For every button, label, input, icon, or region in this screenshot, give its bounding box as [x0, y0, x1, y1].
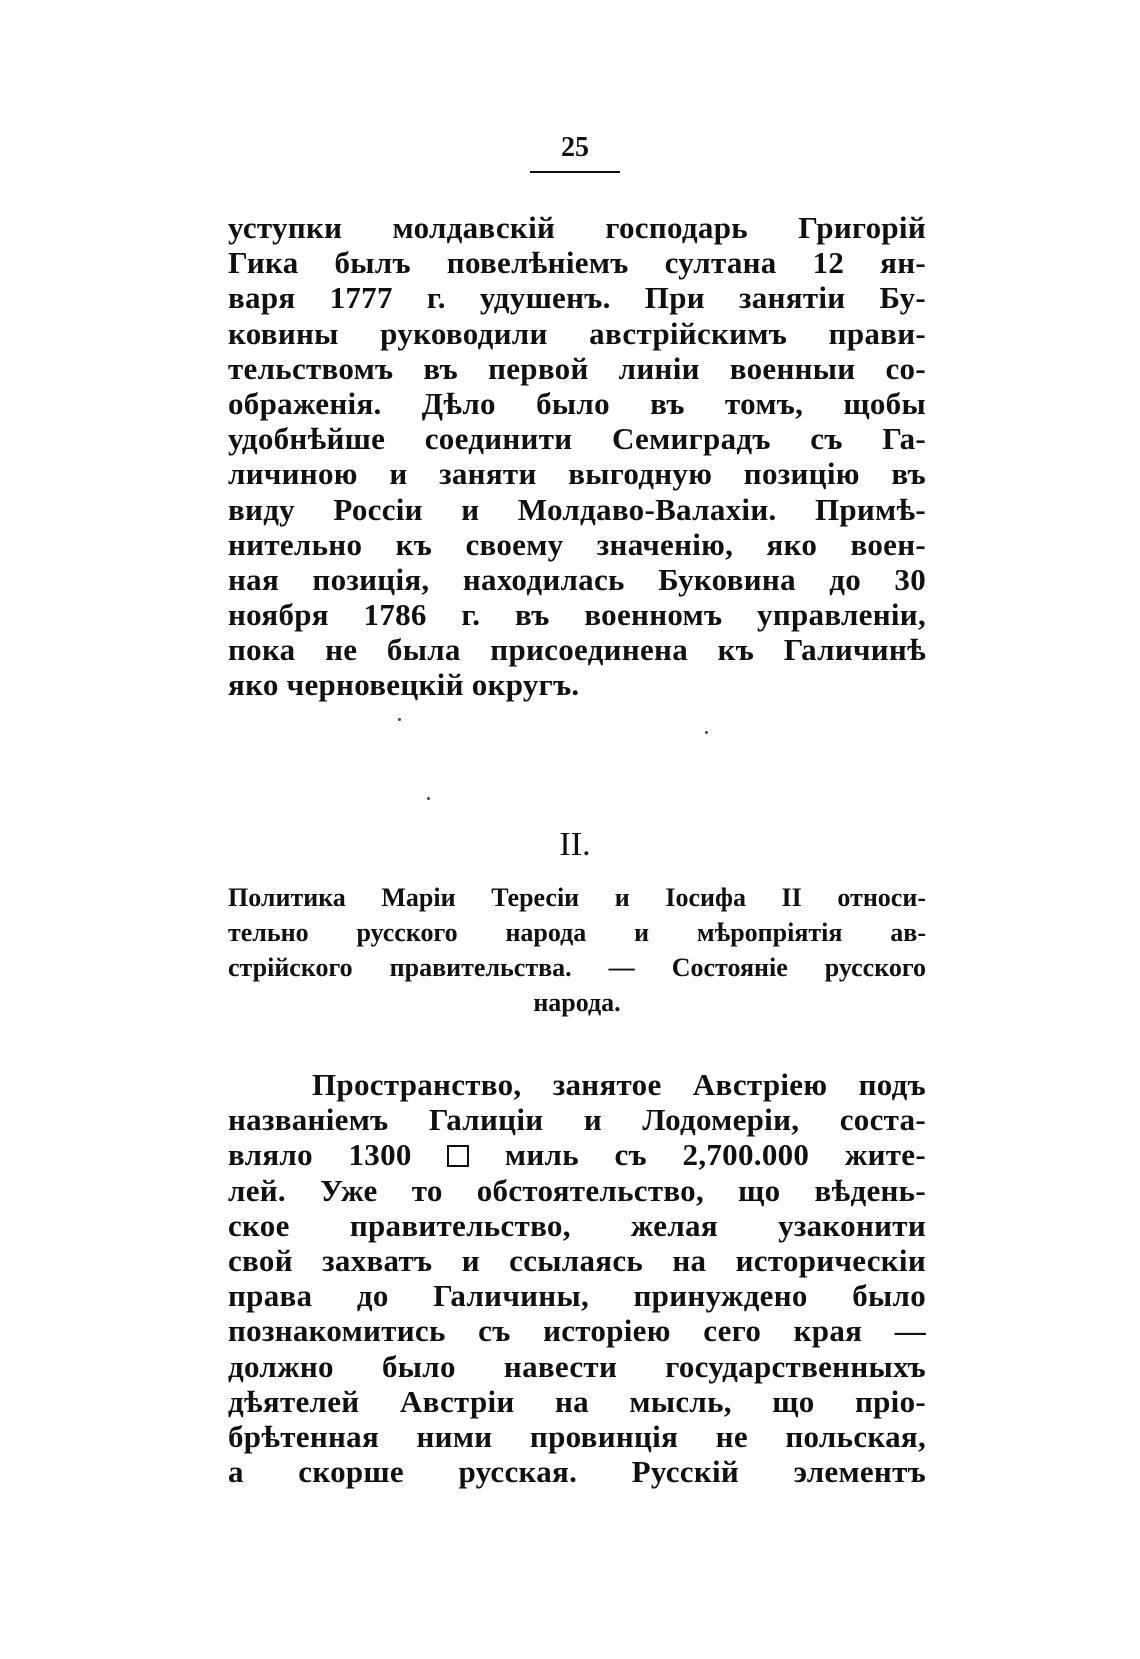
text-line: Пространство, занятое Австріею подъ	[312, 1067, 926, 1102]
text-line: ная позиція, находилась Буковина до 30	[228, 561, 926, 597]
page-number-rule	[530, 171, 620, 173]
heading-line: Политика Маріи Тересіи и Іосифа II относи-	[228, 883, 926, 912]
text-line: пока не была присоединена къ Галичинѣ	[228, 632, 926, 668]
heading-line: тельно русского народа и мѣропріятія ав-	[228, 918, 926, 947]
heading-line: народа.	[533, 988, 621, 1017]
text-line: удобнѣйше соединити Семиградъ съ Га-	[228, 421, 926, 457]
text-line: познакомитись съ исторіею сего края —	[228, 1313, 926, 1349]
text-line: нительно къ своему значенію, яко воен-	[228, 526, 926, 562]
paragraph-1	[228, 210, 926, 703]
text-line: уступки молдавскій господарь Григорій	[228, 210, 926, 245]
text-line: названіемъ Галиціи и Лодомеріи, соста-	[228, 1102, 926, 1138]
text-line: личиною и заняти выгодную позицію въ	[228, 456, 926, 492]
section-heading	[228, 880, 926, 1020]
text-line: дѣятелей Австріи на мысль, що пріо-	[228, 1383, 926, 1419]
text-line: а скорше русская. Русскій элементъ	[228, 1454, 926, 1490]
text-line: ноября 1786 г. въ военномъ управленіи,	[228, 597, 926, 633]
print-speck	[705, 731, 708, 734]
text-line: тельствомъ въ первой линіи военныи со-	[228, 350, 926, 386]
text-line: должно было навести государственныхъ	[228, 1348, 926, 1384]
text-line: варя 1777 г. удушенъ. При занятіи Бу-	[228, 280, 926, 316]
text-line-with-symbol	[228, 1137, 926, 1172]
section-numeral: II.	[559, 826, 591, 863]
text-line: яко черновецкій округъ.	[228, 667, 580, 703]
print-speck	[398, 718, 401, 721]
page-number: 25	[561, 132, 589, 163]
text-line: ображенія. Дѣло было въ томъ, щобы	[228, 385, 926, 421]
text-fragment: вляло 1300	[228, 1137, 412, 1173]
text-line: виду Россіи и Молдаво-Валахіи. Примѣ-	[228, 491, 926, 527]
text-line: ковины руководили австрійскимъ прави-	[228, 315, 926, 351]
paragraph-2	[228, 1067, 926, 1489]
print-speck	[427, 797, 430, 800]
text-line: ское правительство, желая узаконити	[228, 1207, 926, 1243]
text-line: брѣтенная ними провинція не польская,	[228, 1418, 926, 1454]
text-line: Гика былъ повелѣніемъ султана 12 ян-	[228, 245, 926, 281]
text-fragment: миль съ 2,700.000 жите-	[504, 1137, 926, 1173]
text-line: лей. Уже то обстоятельство, що вѣдень-	[228, 1172, 926, 1208]
square-mile-symbol-icon	[447, 1145, 469, 1167]
heading-line: стрійского правительства. — Состояніе русского	[228, 953, 926, 982]
text-line: свой захватъ и ссылаясь на историческіи	[228, 1242, 926, 1278]
text-line: права до Галичины, принуждено было	[228, 1278, 926, 1314]
